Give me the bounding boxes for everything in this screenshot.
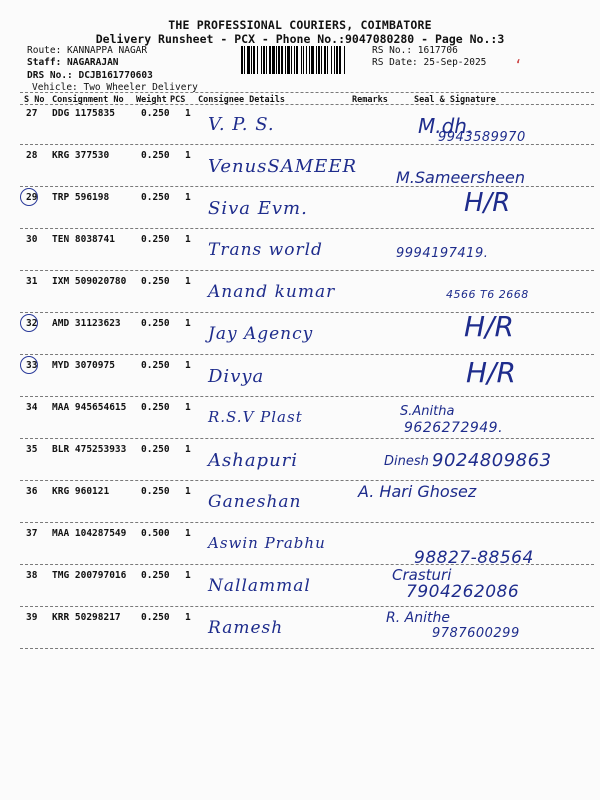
consignment-number: KRG 960121 — [52, 486, 110, 497]
row-sno: 28 — [26, 150, 38, 161]
consignment-number: TEN 8038741 — [52, 234, 115, 245]
signature: M.dh. — [418, 114, 474, 138]
consignment-number: BLR 475253933 — [52, 444, 127, 455]
barcode — [241, 46, 367, 74]
row-sno: 29 — [26, 192, 38, 203]
phone-number: 98827-88564 — [414, 548, 534, 568]
pcs-value: 1 — [185, 108, 191, 119]
signature: R. Anithe — [386, 610, 450, 626]
pcs-value: 1 — [185, 528, 191, 539]
pcs-value: 1 — [185, 150, 191, 161]
col-remarks: Remarks — [352, 95, 388, 105]
signature: H/R — [464, 188, 511, 218]
consignment-number: IXM 509020780 — [52, 276, 127, 287]
weight-value: 0.250 — [141, 486, 170, 497]
consignee-name: Trans world — [208, 240, 323, 260]
col-weight: Weight — [136, 95, 167, 105]
consignment-number: AMD 31123623 — [52, 318, 121, 329]
weight-value: 0.250 — [141, 402, 170, 413]
row-divider — [20, 564, 594, 565]
pcs-value: 1 — [185, 402, 191, 413]
weight-value: 0.250 — [141, 612, 170, 623]
pcs-value: 1 — [185, 444, 191, 455]
row-divider — [20, 228, 594, 229]
row-sno: 37 — [26, 528, 38, 539]
row-divider — [20, 186, 594, 187]
consignee-name: Ashapuri — [208, 450, 299, 471]
weight-value: 0.250 — [141, 234, 170, 245]
consignee-name: Nallammal — [208, 576, 311, 596]
circled-row-mark — [20, 314, 38, 332]
row-sno: 35 — [26, 444, 38, 455]
consignment-number: KRG 377530 — [52, 150, 110, 161]
signature: Crasturi — [392, 566, 452, 584]
consignment-number: DDG 1175835 — [52, 108, 115, 119]
row-sno: 31 — [26, 276, 38, 287]
consignment-number: TRP 596198 — [52, 192, 110, 203]
phone-number: 9943589970 — [438, 130, 526, 145]
col-seal-signature: Seal & Signature — [414, 95, 496, 105]
phone-number: 7904262086 — [406, 582, 520, 602]
col-consignment: Consignment No — [52, 95, 124, 105]
vehicle-label: Vehicle: Two Wheeler Delivery — [32, 82, 198, 93]
company-title: THE PROFESSIONAL COURIERS, COIMBATORE — [168, 18, 432, 32]
consignee-name: Anand kumar — [208, 282, 336, 302]
phone-number: 9626272949. — [404, 420, 504, 436]
signature: H/R — [464, 310, 514, 343]
consignee-name: Divya — [208, 366, 265, 387]
pcs-value: 1 — [185, 360, 191, 371]
consignment-number: MAA 104287549 — [52, 528, 127, 539]
row-divider — [20, 480, 594, 481]
row-divider — [20, 606, 594, 607]
row-divider — [20, 648, 594, 649]
weight-value: 0.250 — [141, 276, 170, 287]
row-divider — [20, 522, 594, 523]
phone-number: 9994197419. — [396, 246, 489, 261]
drs-label: DRS No.: DCJB161770603 — [27, 70, 153, 81]
circled-row-mark — [20, 356, 38, 374]
staff-label: Staff: NAGARAJAN — [27, 57, 119, 68]
row-divider — [20, 396, 594, 397]
weight-value: 0.250 — [141, 360, 170, 371]
row-sno: 32 — [26, 318, 38, 329]
phone-number: 9024809863 — [432, 450, 552, 471]
signature: S.Anitha — [400, 404, 455, 419]
col-consignee: Consignee Details — [198, 95, 285, 105]
row-divider — [20, 270, 594, 271]
consignee-name: V. P. S. — [208, 114, 275, 135]
circled-row-mark — [20, 188, 38, 206]
pcs-value: 1 — [185, 276, 191, 287]
row-divider — [20, 144, 594, 145]
row-sno: 39 — [26, 612, 38, 623]
row-sno: 30 — [26, 234, 38, 245]
signature: A. Hari Ghosez — [358, 482, 477, 501]
header-bottom-rule — [20, 104, 594, 105]
phone-number: 4566 T6 2668 — [446, 288, 529, 301]
consignee-name: Ramesh — [208, 618, 284, 638]
pcs-value: 1 — [185, 570, 191, 581]
signature: H/R — [466, 356, 516, 389]
pcs-value: 1 — [185, 192, 191, 203]
weight-value: 0.250 — [141, 108, 170, 119]
runsheet-subtitle: Delivery Runsheet - PCX - Phone No.:9047080280 - Page No.:3 — [95, 32, 505, 46]
signature: M.Sameersheen — [396, 168, 526, 187]
row-divider — [20, 354, 594, 355]
weight-value: 0.250 — [141, 192, 170, 203]
col-sno: S No — [24, 95, 45, 105]
consignee-name: Aswin Prabhu — [208, 534, 326, 552]
consignee-name: VenusSAMEER — [208, 156, 358, 177]
signature: Dinesh — [384, 454, 429, 469]
consignee-name: Ganeshan — [208, 492, 302, 512]
tick-mark: ‘ — [514, 58, 523, 74]
pcs-value: 1 — [185, 612, 191, 623]
consignment-number: KRR 50298217 — [52, 612, 121, 623]
consignment-number: MAA 945654615 — [52, 402, 127, 413]
row-sno: 33 — [26, 360, 38, 371]
consignee-name: R.S.V Plast — [208, 408, 303, 426]
consignment-number: MYD 3070975 — [52, 360, 115, 371]
row-sno: 27 — [26, 108, 38, 119]
route-label: Route: KANNAPPA NAGAR — [27, 45, 148, 56]
header-top-rule — [20, 92, 594, 93]
row-sno: 36 — [26, 486, 38, 497]
pcs-value: 1 — [185, 234, 191, 245]
row-sno: 38 — [26, 570, 38, 581]
col-pcs: PCS — [170, 95, 186, 105]
row-divider — [20, 438, 594, 439]
consignee-name: Jay Agency — [208, 324, 314, 344]
rs-date: RS Date: 25-Sep-2025 — [372, 57, 487, 68]
pcs-value: 1 — [185, 318, 191, 329]
consignment-number: TMG 200797016 — [52, 570, 127, 581]
weight-value: 0.500 — [141, 528, 170, 539]
weight-value: 0.250 — [141, 318, 170, 329]
pcs-value: 1 — [185, 486, 191, 497]
rs-number: RS No.: 1617706 — [372, 45, 458, 56]
consignee-name: Siva Evm. — [208, 198, 308, 219]
weight-value: 0.250 — [141, 444, 170, 455]
row-sno: 34 — [26, 402, 38, 413]
phone-number: 9787600299 — [432, 626, 520, 641]
weight-value: 0.250 — [141, 150, 170, 161]
weight-value: 0.250 — [141, 570, 170, 581]
